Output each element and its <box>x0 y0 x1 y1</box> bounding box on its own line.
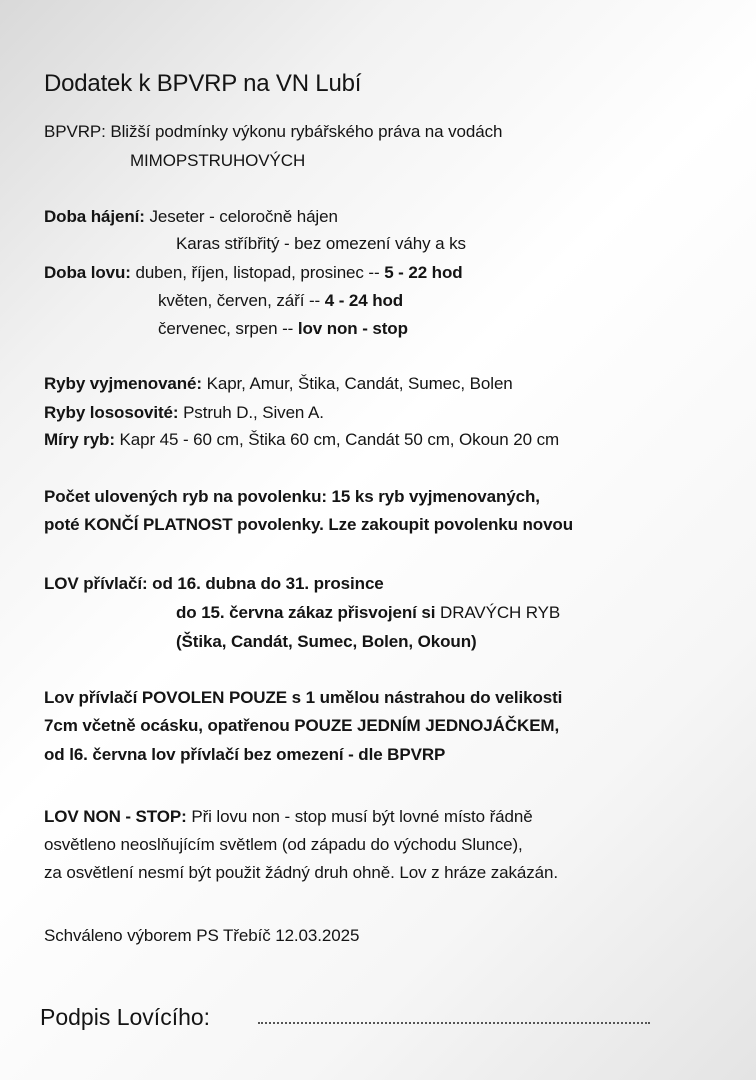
document-title: Dodatek k BPVRP na VN Lubí <box>44 70 362 97</box>
nonstop-label: LOV NON - STOP: <box>44 807 187 826</box>
bpvrp-text-1: Bližší podmínky výkonu rybářského práva na vodách <box>110 122 503 141</box>
miry-ryb-text: Kapr 45 - 60 cm, Štika 60 cm, Candát 50 cm, Okoun 20 cm <box>119 430 560 449</box>
ryby-lososovite-label: Ryby lososovité: <box>44 403 179 422</box>
ryby-lososovite-line <box>44 402 324 424</box>
lov-hours-3: lov non - stop <box>297 319 408 338</box>
lov-hours-2: 4 - 24 hod <box>324 291 404 310</box>
miry-ryb-label: Míry ryb: <box>44 430 115 449</box>
privlac-line-2 <box>176 602 560 624</box>
povolen-line-2: 7cm včetně ocásku, opatřenou POUZE JEDNÍM JEDNOJÁČKEM, <box>44 716 560 735</box>
hajeni-line-1 <box>44 206 338 228</box>
lov-line-2 <box>158 290 403 312</box>
lov-hours-1: 5 - 22 hod <box>384 263 463 282</box>
lov-text-3: červenec, srpen -- <box>158 319 294 338</box>
ryby-lososovite-text: Pstruh D., Siven A. <box>183 403 324 422</box>
bpvrp-text-2: MIMOPSTRUHOVÝCH <box>130 151 306 170</box>
signature-line <box>258 1022 650 1024</box>
miry-ryb-line <box>44 429 559 451</box>
nonstop-line-3: za osvětlení nesmí být použit žádný druh ohně. Lov z hráze zakázán. <box>44 863 558 882</box>
privlac-line-3: (Štika, Candát, Sumec, Bolen, Okoun) <box>176 632 477 651</box>
hajeni-text-1: Jeseter - celoročně hájen <box>149 207 338 226</box>
ryby-vyjmenovane-label: Ryby vyjmenované: <box>44 374 202 393</box>
hajeni-text-2: Karas stříbřitý - bez omezení váhy a ks <box>176 234 466 253</box>
lov-label: Doba lovu: <box>44 263 131 282</box>
schvaleno-text: Schváleno výborem PS Třebíč 12.03.2025 <box>44 926 360 945</box>
ryby-vyjmenovane-text: Kapr, Amur, Štika, Candát, Sumec, Bolen <box>206 374 513 393</box>
lov-text-2: květen, červen, září -- <box>158 291 321 310</box>
ryby-vyjmenovane-line <box>44 373 513 395</box>
povolen-line-1: Lov přívlačí POVOLEN POUZE s 1 umělou nástrahou do velikosti <box>44 688 563 707</box>
bpvrp-label: BPVRP: <box>44 122 106 141</box>
pocet-line-2: poté KONČÍ PLATNOST povolenky. Lze zakoupit povolenku novou <box>44 515 573 534</box>
bpvrp-line-1 <box>44 121 502 143</box>
povolen-line-3: od l6. června lov přívlačí bez omezení - dle BPVRP <box>44 745 446 764</box>
nonstop-line-1 <box>44 806 533 828</box>
nonstop-text-1: Při lovu non - stop musí být lovné místo řádně <box>191 807 533 826</box>
privlac-text-2: do 15. června zákaz přisvojení si <box>176 603 436 622</box>
lov-text-1: duben, říjen, listopad, prosinec -- <box>135 263 380 282</box>
hajeni-label: Doba hájení: <box>44 207 145 226</box>
nonstop-line-2: osvětleno neoslňujícím světlem (od západu do východu Slunce), <box>44 835 523 854</box>
lov-line-3 <box>158 318 408 340</box>
lov-line-1 <box>44 262 463 284</box>
privlac-line-1: LOV přívlačí: od 16. dubna do 31. prosince <box>44 574 384 593</box>
pocet-line-1: Počet ulovených ryb na povolenku: 15 ks ryb vyjmenovaných, <box>44 487 540 506</box>
privlac-dravych: DRAVÝCH RYB <box>440 603 561 622</box>
podpis-label: Podpis Lovícího: <box>40 1004 211 1030</box>
